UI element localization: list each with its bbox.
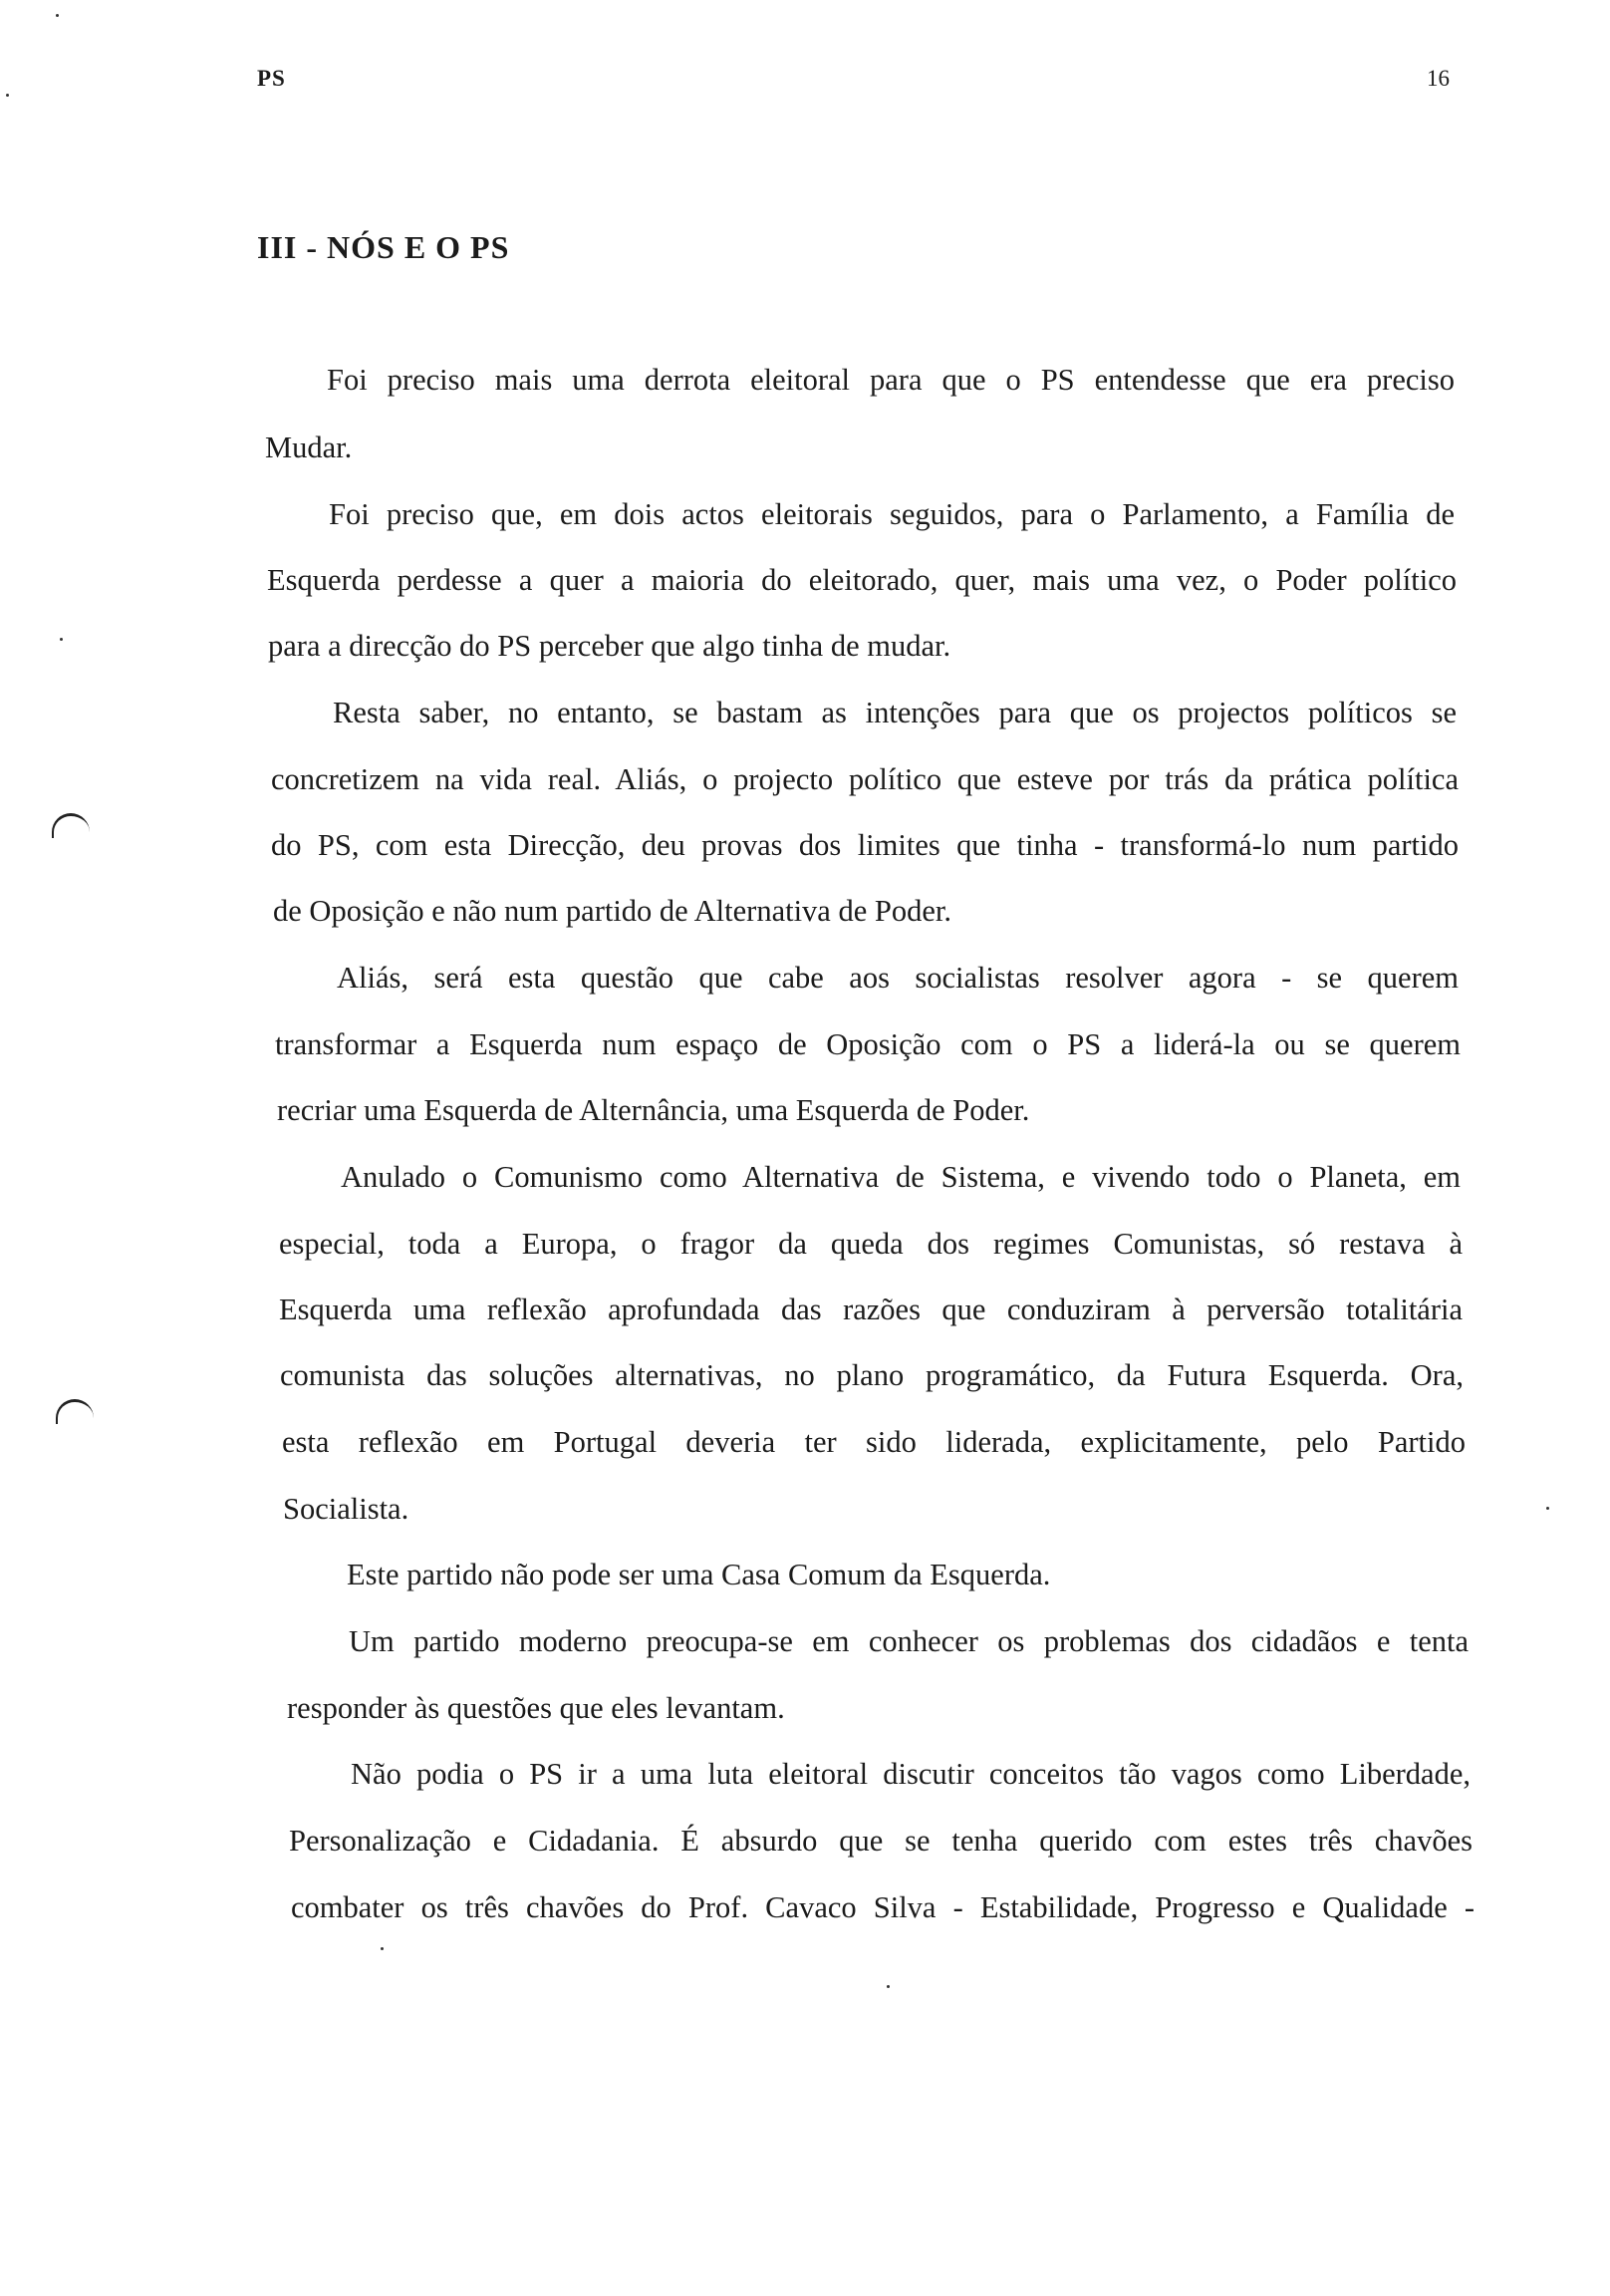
text-line: Não podia o PS ir a uma luta eleitoral discutir conceitos tão vagos como Liberdade, [351, 1757, 1471, 1791]
scan-speck [381, 1947, 384, 1950]
text-line: Foi preciso que, em dois actos eleitorais seguidos, para o Parlamento, a Família de [329, 497, 1455, 531]
text-line: combater os três chavões do Prof. Cavaco Silva - Estabilidade, Progresso e Qualidade - [291, 1890, 1475, 1924]
running-header: PS [257, 66, 286, 91]
text-line: Esquerda uma reflexão aprofundada das razões que conduziram à perversão totalitária [279, 1292, 1463, 1326]
text-line: Este partido não pode ser uma Casa Comum da Esquerda. [347, 1558, 1051, 1591]
punch-hole-mark [56, 1399, 94, 1424]
punch-hole-mark [52, 813, 90, 838]
text-line: para a direcção do PS perceber que algo tinha de mudar. [268, 629, 951, 663]
scan-speck [887, 1985, 890, 1988]
section-title: III - NÓS E O PS [257, 229, 510, 265]
text-line: recriar uma Esquerda de Alternância, uma Esquerda de Poder. [277, 1093, 1030, 1127]
page-number: 16 [1427, 66, 1450, 91]
text-line: de Oposição e não num partido de Alternativa de Poder. [273, 894, 951, 928]
text-line: Mudar. [265, 430, 353, 464]
scan-speck [1546, 1507, 1549, 1510]
text-line: Foi preciso mais uma derrota eleitoral para que o PS entendesse que era preciso [327, 363, 1455, 397]
text-line: Um partido moderno preocupa-se em conhecer os problemas dos cidadãos e tenta [349, 1624, 1469, 1658]
text-line: transformar a Esquerda num espaço de Oposição com o PS a liderá-la ou se querem [275, 1027, 1461, 1061]
text-line: responder às questões que eles levantam. [287, 1691, 785, 1725]
scan-speck [60, 638, 63, 641]
text-line: Esquerda perdesse a quer a maioria do eleitorado, quer, mais uma vez, o Poder político [267, 563, 1457, 597]
text-line: Resta saber, no entanto, se bastam as intenções para que os projectos políticos se [333, 696, 1457, 729]
text-line: do PS, com esta Direcção, deu provas dos limites que tinha - transformá-lo num partido [271, 828, 1459, 862]
text-line: Personalização e Cidadania. É absurdo que se tenha querido com estes três chavões [289, 1824, 1473, 1858]
text-line: especial, toda a Europa, o fragor da queda dos regimes Comunistas, só restava à [279, 1227, 1463, 1261]
text-line: Anulado o Comunismo como Alternativa de Sistema, e vivendo todo o Planeta, em [341, 1160, 1461, 1194]
text-line: comunista das soluções alternativas, no plano programático, da Futura Esquerda. Ora, [280, 1358, 1464, 1392]
text-line: concretizem na vida real. Aliás, o projecto político que esteve por trás da prática política [271, 762, 1459, 796]
scan-speck [56, 14, 59, 17]
text-line: esta reflexão em Portugal deveria ter sido liderada, explicitamente, pelo Partido [282, 1425, 1466, 1459]
text-line: Aliás, será esta questão que cabe aos socialistas resolver agora - se querem [337, 961, 1459, 995]
text-line: Socialista. [283, 1492, 409, 1526]
scan-speck [6, 94, 9, 97]
